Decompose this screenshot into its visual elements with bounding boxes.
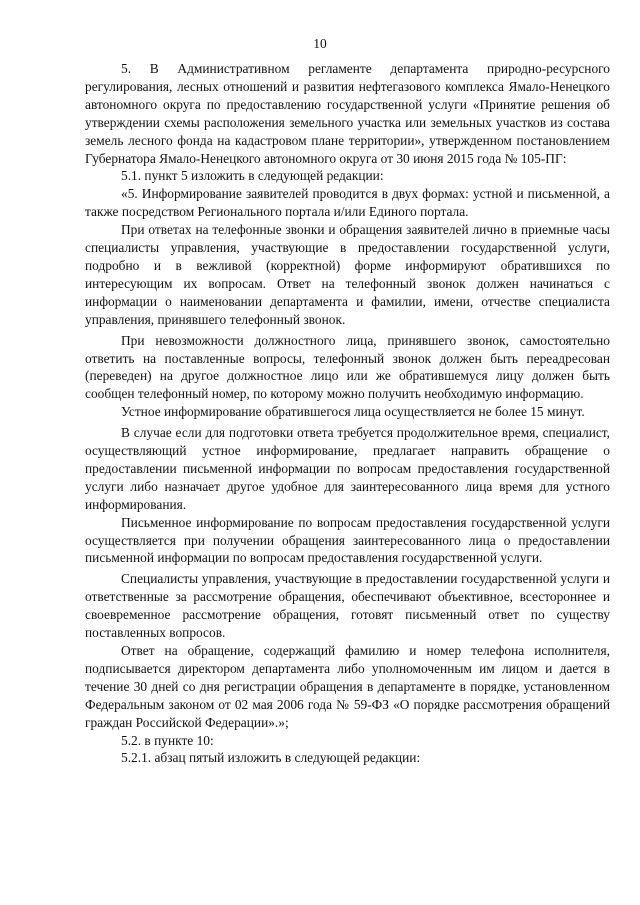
paragraph-informing-forms: «5. Информирование заявителей проводится в двух формах: устной и письменной, а также посредством Регионального портала и/или Единого портала. <box>85 186 610 220</box>
paragraph-answer-signing: Ответ на обращение, содержащий фамилию и номер телефона исполнителя, подписывается директором департамента либо уполномоченным им лицом и дается в течение 30 дней со дня регистрации обращения в департаменте в порядке, установленном Федеральным законом от 02 мая 2006 года № 59-ФЗ «О порядке рассмотрения обращений граждан Российской Федерации».»; <box>85 643 610 730</box>
paragraph-long-answer: В случае если для подготовки ответа требуется продолжительное время, специалист, осуществляющий устное информирование, предлагает направить обращение о предоставлении письменной информации по вопросам предоставления государственной услуги либо назначает другое удобное для заинтересованного лица время для устного информирования. <box>85 425 610 512</box>
paragraph-redirect-call: При невозможности должностного лица, принявшего звонок, самостоятельно ответить на поставленные вопросы, телефонный звонок должен быть переадресован (переведен) на другое должностное лицо или же обратившемуся лицу должен быть сообщен телефонный номер, по которому можно получить необходимую информацию. <box>85 332 610 402</box>
paragraph-phone-calls: При ответах на телефонные звонки и обращения заявителей лично в приемные часы специалисты управления, участвующие в предоставлении государственной услуги, подробно и в вежливой (корректной) форме информируют обратившихся по интересующим их вопросам. Ответ на телефонный звонок должен начинаться с информации о наименовании департамента и фамилии, имени, отчестве специалиста управления, принявшего телефонный звонок. <box>85 222 610 327</box>
paragraph-specialists: Специалисты управления, участвующие в предоставлении государственной услуги и ответственные за рассмотрение обращения, обеспечивают объективное, всестороннее и своевременное рассмотрение обращения, готовят письменный ответ по существу поставленных вопросов. <box>85 571 610 641</box>
paragraph-5-2: 5.2. в пункте 10: <box>121 732 214 748</box>
paragraph-5-2-1: 5.2.1. абзац пятый изложить в следующей редакции: <box>121 750 421 766</box>
paragraph-written-informing: Письменное информирование по вопросам предоставления государственной услуги осуществляется при получении обращения заинтересованного лица о предоставлении письменной информации по вопросам предоставления государственной услуги. <box>85 514 610 566</box>
paragraph-amendment-5: 5. В Административном регламенте департамента природно-ресурсного регулирования, лесных отношений и развития нефтегазового комплекса Ямало-Ненецкого автономного округа по предоставлению государственной услуги «Принятие решения об утверждении схемы расположения земельного участка или земельных участков из состава земель лесного фонда на кадастровом плане территории», утвержденном постановлением Губернатора Ямало-Ненецкого автономного округа от 30 июня 2015 года № 105-ПГ: <box>85 61 610 166</box>
document-body <box>85 60 610 767</box>
page-number: 10 <box>313 36 327 51</box>
paragraph-oral-duration: Устное информирование обратившегося лица осуществляется не более 15 минут. <box>121 404 585 420</box>
paragraph-5-1: 5.1. пункт 5 изложить в следующей редакции: <box>121 168 384 184</box>
